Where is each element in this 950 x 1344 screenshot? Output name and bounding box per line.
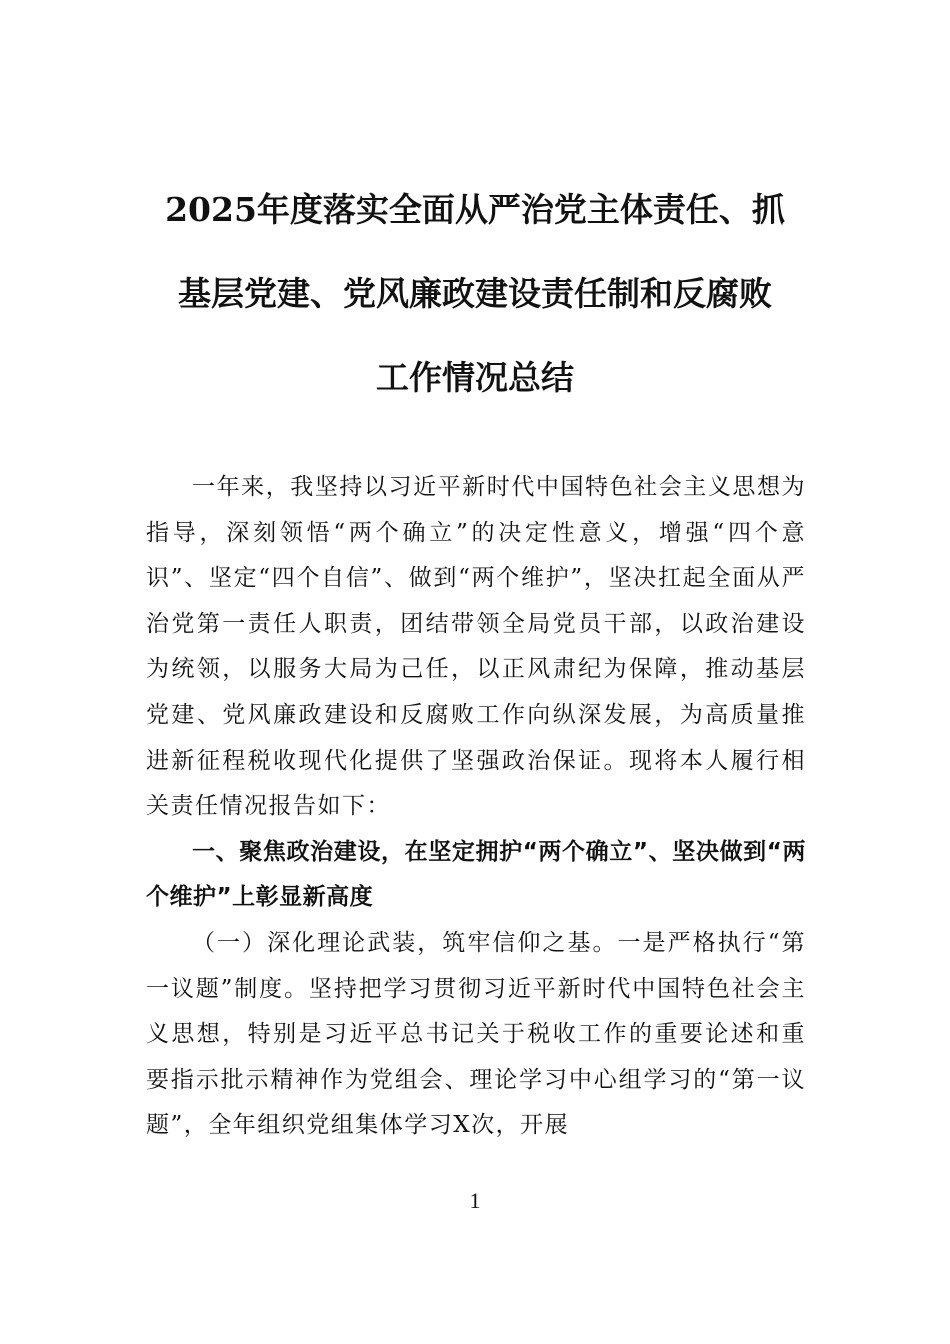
document-title	[130, 168, 820, 420]
title-line-1: 2025年度落实全面从严治党主体责任、抓	[165, 190, 785, 229]
title-line-3: 工作情况总结	[376, 358, 574, 397]
section-paragraph-1-1: （一）深化理论武装，筑牢信仰之基。一是严格执行“第一议题”制度。坚持把学习贯彻习近平新时代中国特色社会主义思想，特别是习近平总书记关于税收工作的重要论述和重要指示批示精神作为党组会、理论学习中心组学习的“第一议题”，全年组织党组集体学习X次，开展	[146, 929, 806, 1139]
title-line-2: 基层党建、党风廉政建设责任制和反腐败	[178, 274, 772, 313]
section-heading-1: 一、聚焦政治建设，在坚定拥护“两个确立”、坚决做到“两个维护”上彰显新高度	[146, 838, 806, 911]
intro-paragraph: 一年来，我坚持以习近平新时代中国特色社会主义思想为指导，深刻领悟“两个确立”的决定性意义，增强“四个意识”、坚定“四个自信”、做到“两个维护”，坚决扛起全面从严治党第一责任人职责，团结带领全局党员干部，以政治建设为统领，以服务大局为己任，以正风肃纪为保障，推动基层党建、党风廉政建设和反腐败工作向纵深发展，为高质量推进新征程税收现代化提供了坚强政治保证。现将本人履行相关责任情况报告如下：	[146, 474, 806, 820]
page-number: 1	[469, 1188, 481, 1213]
document-body	[146, 465, 806, 1149]
